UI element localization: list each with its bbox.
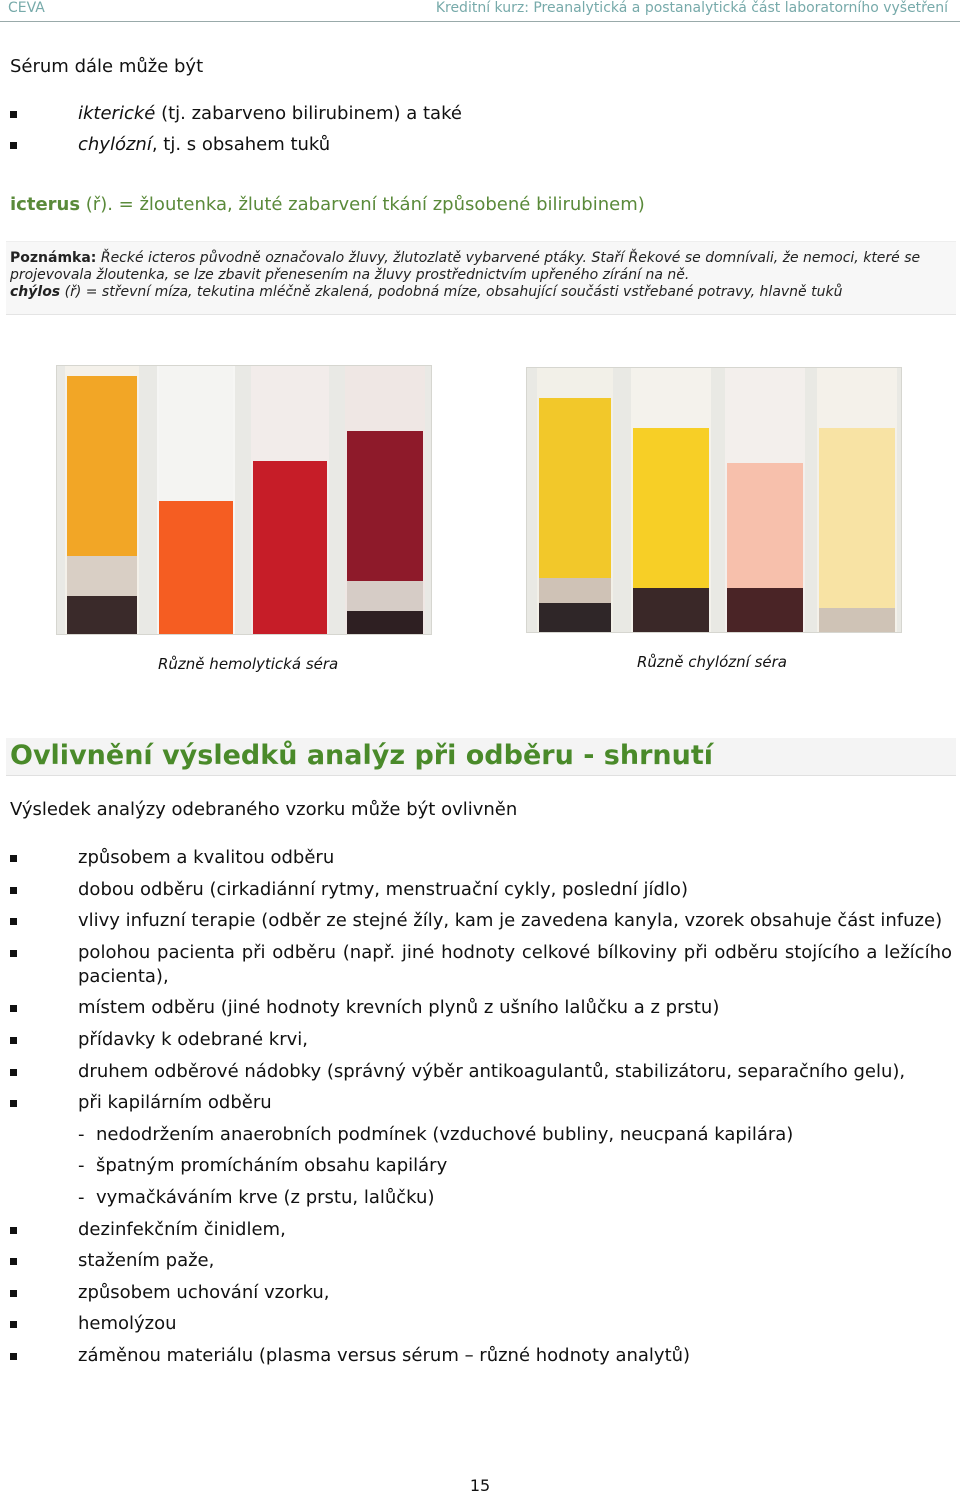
list-item: způsobem uchování vzorku, — [10, 1281, 952, 1305]
square-bullet-icon — [10, 1321, 17, 1328]
list-item: místem odběru (jiné hodnoty krevních plynů z ušního lalůčku a z prstu) — [10, 996, 952, 1020]
square-bullet-icon — [10, 111, 17, 118]
intro-text: Sérum dále může být — [10, 56, 204, 77]
section-title: Ovlivnění výsledků analýz při odběru - shrnutí — [10, 740, 714, 771]
square-bullet-icon — [10, 1037, 17, 1044]
square-bullet-icon — [10, 887, 17, 894]
note-line-1: Poznámka: Řecké icteros původně označovalo žluvy, žlutozlatě vybarvené ptáky. Staří Řekové se domnívali, že nemoci, které se — [10, 250, 921, 266]
list-item: chylózní, tj. s obsahem tuků — [10, 133, 462, 164]
chylos-term: chýlos — [10, 284, 61, 300]
list-item: dobou odběru (cirkadiánní rytmy, menstruační cykly, poslední jídlo) — [10, 878, 952, 902]
square-bullet-icon — [10, 1005, 17, 1012]
right-figure-caption: Různě chylózní séra — [637, 653, 787, 671]
term-icteric: ikterické — [78, 103, 156, 124]
factors-list — [10, 846, 952, 1376]
square-bullet-icon — [10, 950, 17, 957]
sub-list-item: - špatným promícháním obsahu kapiláry — [10, 1154, 952, 1178]
hemolytic-sera-photo — [56, 365, 432, 635]
chylous-tubes-image — [527, 368, 902, 633]
note-label: Poznámka: — [10, 250, 97, 266]
square-bullet-icon — [10, 1353, 17, 1360]
chylos-definition: chýlos (ř) = střevní míza, tekutina mléčně zkalená, podobná míze, obsahující součásti vstřebané potravy, hlavně tuků — [10, 284, 843, 300]
list-item: při kapilárním odběru — [10, 1091, 952, 1115]
list-item: druhem odběrové nádobky (správný výběr antikoagulantů, stabilizátoru, separačního gelu), — [10, 1060, 952, 1084]
chylous-sera-photo — [526, 367, 902, 633]
list-item: polohou pacienta při odběru (např. jiné hodnoty celkové bílkoviny při odběru stojícího a ležícího pacienta), — [10, 941, 952, 989]
list-item: ikterické (tj. zabarveno bilirubinem) a také — [10, 102, 462, 133]
list-item: přídavky k odebrané krvi, — [10, 1028, 952, 1052]
header-left: CEVA — [8, 0, 45, 16]
hemolytic-tubes-image — [57, 366, 432, 635]
list-item: dezinfekčním činidlem, — [10, 1218, 952, 1242]
square-bullet-icon — [10, 1227, 17, 1234]
square-bullet-icon — [10, 142, 17, 149]
sub-list-item: - vymačkáváním krve (z prstu, lalůčku) — [10, 1186, 952, 1210]
sub-list-item: - nedodržením anaerobních podmínek (vzduchové bubliny, neucpaná kapilára) — [10, 1123, 952, 1147]
running-header — [0, 0, 960, 22]
square-bullet-icon — [10, 1258, 17, 1265]
note-line-2: projevovala žloutenka, se lze zbavit přenesením na žluvy prostřednictvím upřeného zírání na ně. — [10, 267, 690, 283]
header-right: Kreditní kurz: Preanalytická a postanalytická část laboratorního vyšetření — [435, 0, 948, 16]
square-bullet-icon — [10, 918, 17, 925]
section-lead: Výsledek analýzy odebraného vzorku může být ovlivněn — [10, 799, 518, 820]
list-item: vlivy infuzní terapie (odběr ze stejné žíly, kam je zavedena kanyla, vzorek obsahuje část infuze) — [10, 909, 952, 933]
icterus-definition: icterus (ř). = žloutenka, žluté zabarvení tkání způsobené bilirubinem) — [10, 194, 645, 215]
square-bullet-icon — [10, 855, 17, 862]
list-item: záměnou materiálu (plasma versus sérum – různé hodnoty analytů) — [10, 1344, 952, 1368]
serum-list — [10, 102, 462, 164]
square-bullet-icon — [10, 1100, 17, 1107]
list-item: způsobem a kvalitou odběru — [10, 846, 952, 870]
list-item: hemolýzou — [10, 1312, 952, 1336]
term-chylous: chylózní — [78, 134, 152, 155]
section-title-band — [6, 738, 956, 776]
list-item: stažením paže, — [10, 1249, 952, 1273]
page-number: 15 — [469, 1476, 491, 1495]
square-bullet-icon — [10, 1290, 17, 1297]
left-figure-caption: Různě hemolytická séra — [158, 655, 339, 673]
square-bullet-icon — [10, 1069, 17, 1076]
icterus-term: icterus — [10, 194, 81, 215]
note-box — [6, 241, 956, 315]
